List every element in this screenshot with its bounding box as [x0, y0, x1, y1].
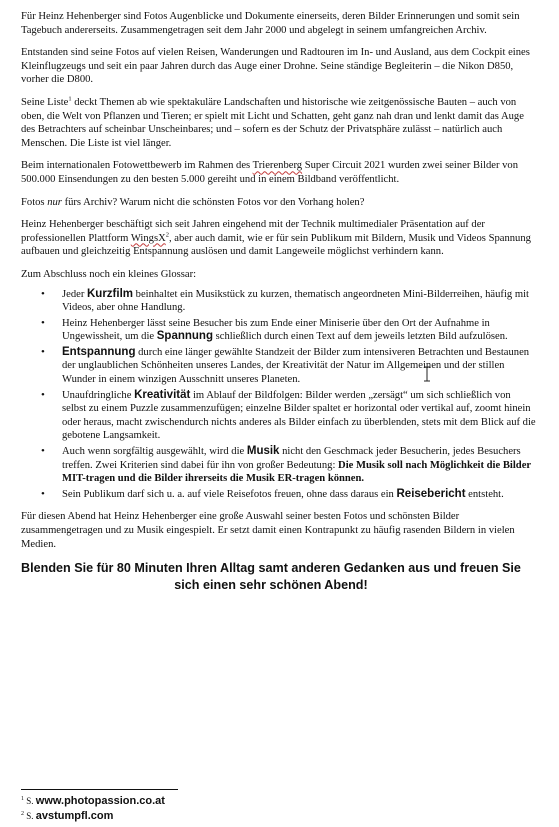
competition-paragraph	[21, 159, 537, 186]
glossary-intro: Zum Abschluss noch ein kleines Glossar:	[21, 268, 197, 280]
glossary-text: Heinz Hehenberger lässt seine Besucher bis zum Ende einer Miniserie über den Ort der Aufnahme in Ungewissheit, um die	[62, 317, 490, 343]
topics-text-b: deckt Themen ab wie spektakuläre Landschaften und historische wie zeitgenössische Bauten – auch von oben, die Welt von Pflanzen und Tieren; er spielt mit Licht und Schatten, geht ganz nah dran und lenkt damit das Auge des Betrachters auf scheinbar Unscheinbares; und – sofern es der Schutz der Privatsphäre zulässt – natürlich auch Menschen. Die Liste ist viel länger.	[21, 96, 524, 149]
footnote-separator	[21, 789, 178, 790]
glossary-text: Unaufdringliche	[62, 389, 135, 401]
technique-text-b: , aber auch damit, wie er für sein Publikum mit Bildern, Musik und Videos Spannung aufbauen und gleichzeitig Entspannung auslösen und damit Langeweile möglichst verhindern kann.	[21, 232, 531, 258]
bullet-icon: •	[41, 445, 45, 458]
glossary-item-musik	[21, 445, 537, 486]
footnote-prefix: S.	[24, 796, 36, 806]
glossary-text: im Ablauf der Bildfolgen: Bilder werden „zersägt“ um sich schließlich von selbst zu einem Puzzle zusammenzufügen; einzelne Bilder spaltet er horizontal oder vertikal auf, zoomt hinein oder heraus, macht zwischendurch nichts anderes als Bilder einfach zu überblenden, stets mit dem Blick auf die gebotene Langsamkeit.	[62, 389, 536, 442]
footnote-link-photopassion[interactable]: www.photopassion.co.at	[35, 795, 165, 807]
question-emphasis: nur	[47, 196, 62, 208]
bullet-icon: •	[41, 487, 45, 500]
bullet-icon: •	[41, 316, 45, 329]
glossary-text: durch eine länger gewählte Standzeit der Bilder zum intensiveren Betrachten und Bestaunen der unglaublichen Schönheiten unseres Landes, der Kreativität der Natur im Allgemeinen und der stillen Wunder in einem winzigen Ausschnitt unseres Planeten.	[62, 346, 530, 386]
glossary-item-kreativitaet	[21, 389, 537, 443]
technique-text-a: Heinz Hehenberger beschäftigt sich seit Jahren eingehend mit der Technik multimedialer Präsentation auf der professionellen Plattform	[21, 219, 485, 244]
glossary-emphasis: Die Musik soll nach Möglichkeit die Bilder MIT-tragen und die Bilder ihrerseits die Musik ER-tragen können.	[62, 459, 531, 485]
question-text-b: fürs Archiv? Warum nicht die schönsten Fotos vor den Vorhang holen?	[61, 196, 365, 208]
footnotes	[21, 794, 165, 824]
footnote-2	[21, 809, 165, 824]
glossary-term: Kreativität	[134, 388, 191, 401]
glossary-text: Auch wenn sorgfältig ausgewählt, wird die	[62, 446, 247, 458]
competition-text-a: Beim internationalen Fotowettbewerb im Rahmen des	[21, 160, 253, 172]
spellcheck-word-trierenberg[interactable]: Trierenberg	[252, 160, 303, 172]
spellcheck-word-wingsx[interactable]: WingsX	[130, 232, 166, 244]
competition-text-b: Super Circuit 2021 wurden zwei seiner Bilder von 500.000 Einsendungen zu den besten 5.000 gereiht und in einem Bildband veröffentlicht.	[21, 160, 519, 185]
technique-paragraph	[21, 218, 537, 259]
glossary-item-reisebericht	[21, 488, 537, 502]
footnote-ref-1[interactable]: 1	[68, 95, 72, 103]
topics-paragraph	[21, 96, 537, 150]
footnote-1	[21, 794, 165, 809]
glossary-text: Sein Publikum darf sich u. a. auf viele Reisefotos freuen, ohne dass daraus ein	[62, 488, 397, 500]
glossary-list	[21, 288, 537, 502]
footnote-mark: 2	[21, 811, 24, 817]
glossary-term: Musik	[246, 445, 280, 458]
footnote-prefix: S.	[24, 811, 36, 821]
glossary-text: Jeder	[62, 288, 87, 300]
evening-paragraph: Für diesen Abend hat Heinz Hehenberger eine große Auswahl seiner besten Fotos und schönsten Bilder zusammengetragen und zu Musik eingespielt. Er setzt damit einen Kontrapunkt zu häufig rasenden Bildern in vielen Medien.	[21, 511, 515, 550]
bullet-icon: •	[41, 345, 45, 358]
glossary-item-spannung	[21, 317, 537, 344]
document-body	[21, 10, 537, 594]
origin-paragraph: Entstanden sind seine Fotos auf vielen Reisen, Wanderungen und Radtouren im In- und Ausland, aus dem Cockpit eines Kleinflugzeugs und seit ein paar Jahren durch das Auge einer Drohne. Seine ständige Begleiterin – die Nikon D850, vorher die D800.	[21, 47, 530, 86]
footnote-link-avstumpfl[interactable]: avstumpfl.com	[35, 810, 114, 822]
glossary-item-kurzfilm	[21, 288, 537, 315]
glossary-text: beinhaltet ein Musikstück zu kurzen, thematisch angeordneten Mini-Bilderreihen, häufig mit Videos, aber ohne Handlung.	[62, 288, 529, 314]
closing-statement: Blenden Sie für 80 Minuten Ihren Alltag samt anderen Gedanken aus und freuen Sie sich einen sehr schönen Abend!	[21, 561, 521, 593]
question-paragraph	[21, 196, 537, 210]
bullet-icon: •	[41, 388, 45, 401]
intro-paragraph: Für Heinz Hehenberger sind Fotos Augenblicke und Dokumente einerseits, deren Bilder Erinnerungen und somit sein Tagebuch andererseits. Zusammengetragen seit dem Jahr 2000 und abgelegt in seinem umfangreichen Archiv.	[21, 11, 520, 36]
bullet-icon: •	[41, 287, 45, 300]
glossary-text: entsteht.	[465, 488, 504, 500]
topics-text-a: Seine Liste	[21, 96, 69, 108]
question-text-a: Fotos	[21, 196, 48, 208]
text-cursor-icon	[423, 366, 431, 382]
footnote-ref-2[interactable]: 2	[165, 231, 169, 239]
glossary-term: Reisebericht	[396, 487, 466, 500]
glossary-term: Entspannung	[62, 345, 136, 358]
footnote-mark: 1	[21, 796, 24, 802]
glossary-text: schließlich durch einen Text auf dem jeweils letzten Bild aufzulösen.	[212, 331, 508, 343]
glossary-term: Kurzfilm	[87, 287, 133, 300]
glossary-text: nicht den Geschmack jeder Besucherin, jedes Besuchers treffen. Zwei Kriterien sind dabei für ihn von großer Bedeutung:	[62, 446, 521, 471]
glossary-item-entspannung	[21, 346, 537, 387]
glossary-term: Spannung	[156, 330, 213, 343]
